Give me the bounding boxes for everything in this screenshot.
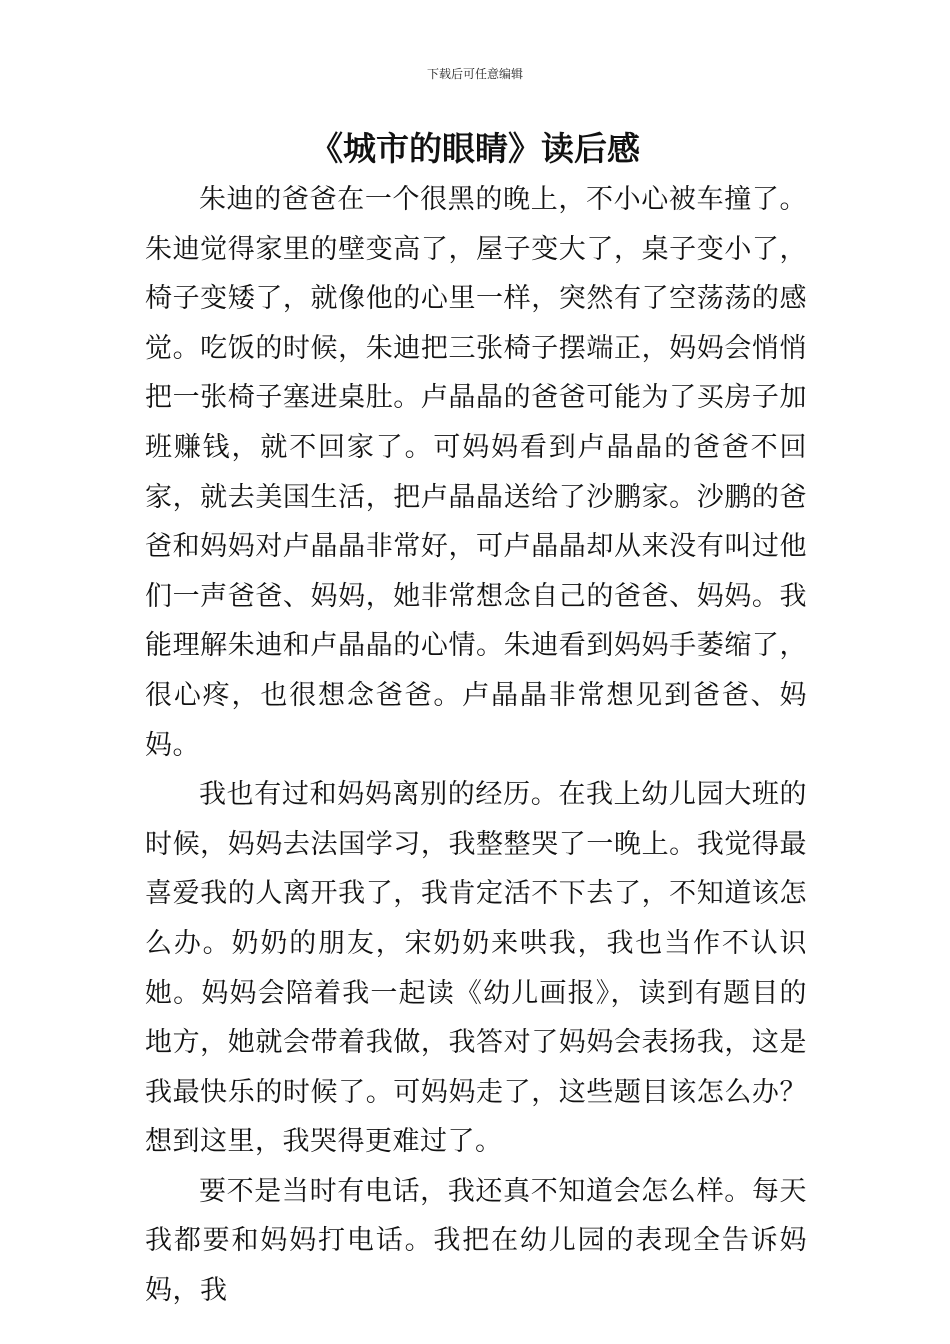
document-title: 《城市的眼睛》读后感 — [310, 129, 640, 168]
document-body — [145, 175, 807, 1316]
paragraph-2: 我也有过和妈妈离别的经历。在我上幼儿园大班的时候，妈妈去法国学习，我整整哭了一晚上。我觉得最喜爱我的人离开我了，我肯定活不下去了，不知道该怎么办。奶奶的朋友，宋奶奶来哄我，我也当作不认识她。妈妈会陪着我一起读《幼儿画报》，读到有题目的地方，她就会带着我做，我答对了妈妈会表扬我，这是我最快乐的时候了。可妈妈走了，这些题目该怎么办？想到这里，我哭得更难过了。 — [145, 779, 807, 1158]
paragraph-3: 要不是当时有电话，我还真不知道会怎么样。每天我都要和妈妈打电话。我把在幼儿园的表现全告诉妈妈，我 — [145, 1175, 807, 1307]
header-note: 下载后可任意编辑 — [426, 67, 523, 81]
paragraph-1: 朱迪的爸爸在一个很黑的晚上，不小心被车撞了。朱迪觉得家里的壁变高了，屋子变大了，桌子变小了，椅子变矮了，就像他的心里一样，突然有了空荡荡的感觉。吃饭的时候，朱迪把三张椅子摆端正，妈妈会悄悄把一张椅子塞进桌肚。卢晶晶的爸爸可能为了买房子加班赚钱，就不回家了。可妈妈看到卢晶晶的爸爸不回家，就去美国生活，把卢晶晶送给了沙鹏家。沙鹏的爸爸和妈妈对卢晶晶非常好，可卢晶晶却从来没有叫过他们一声爸爸、妈妈，她非常想念自己的爸爸、妈妈。我能理解朱迪和卢晶晶的心情。朱迪看到妈妈手萎缩了，很心疼，也很想念爸爸。卢晶晶非常想见到爸爸、妈妈。 — [145, 184, 807, 761]
